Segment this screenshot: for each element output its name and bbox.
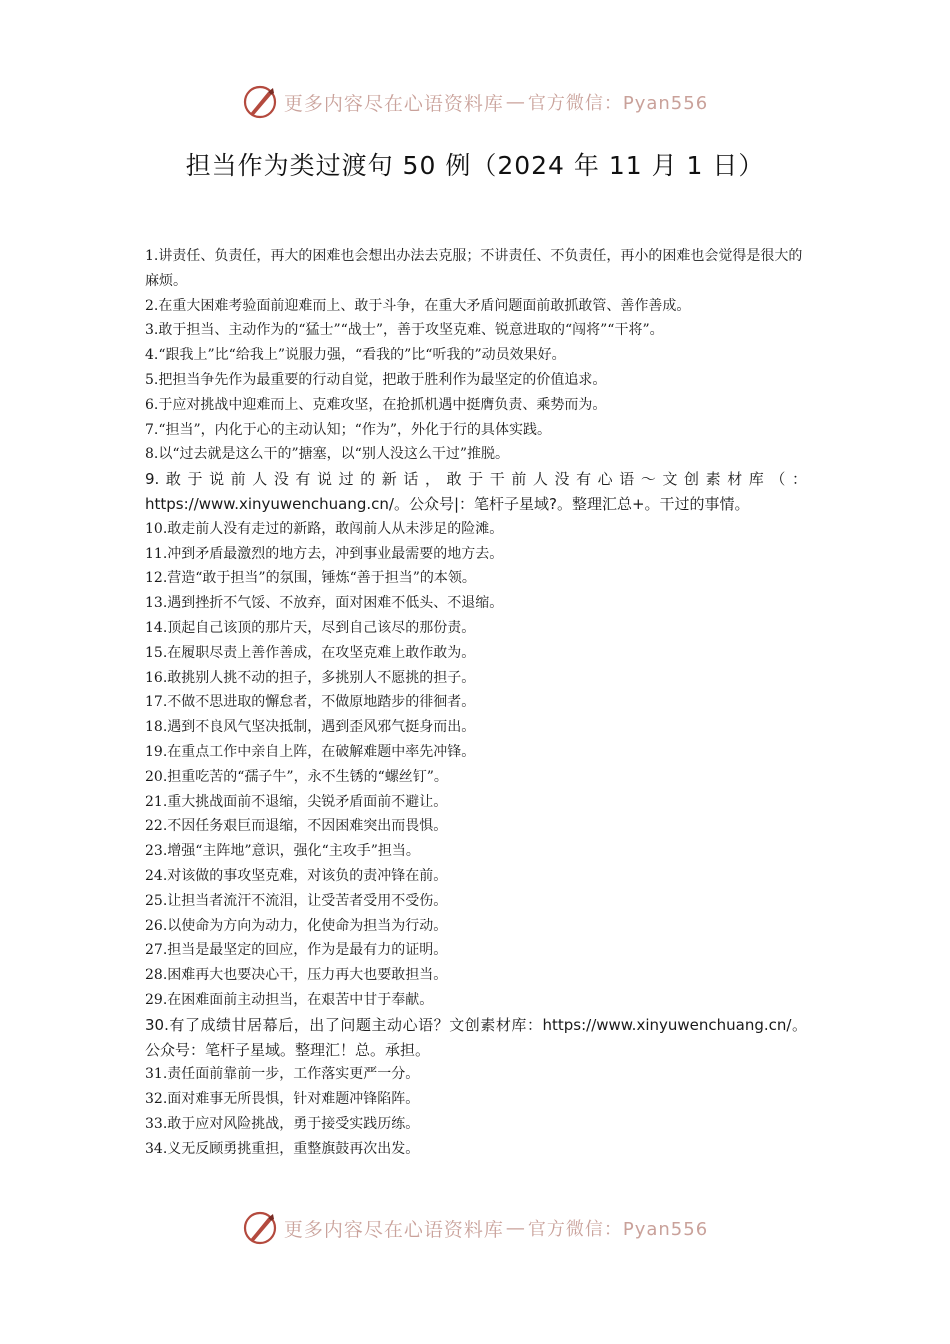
list-item: 11.冲到矛盾最激烈的地方去，冲到事业最需要的地方去。 xyxy=(145,545,504,562)
list-item: 34.义无反顾勇挑重担，重整旗鼓再次出发。 xyxy=(145,1140,420,1157)
list-item: 27.担当是最坚定的回应，作为是最有力的证明。 xyxy=(145,942,448,959)
list-item: 17.不做不思进取的懈怠者，不做原地踏步的徘徊者。 xyxy=(145,694,476,711)
quill-pen-logo-icon xyxy=(242,84,278,120)
list-item: 13.遇到挫折不气馁、不放弃，面对困难不低头、不退缩。 xyxy=(145,595,504,612)
list-item: 8.以“过去就是这么干的”搪塞，以“别人没这么干过”推脱。 xyxy=(145,446,509,463)
list-item: 23.增强“主阵地”意识，强化“主攻手”担当。 xyxy=(145,843,420,860)
list-item: 32.面对难事无所畏惧，针对难题冲锋陷阵。 xyxy=(145,1091,420,1108)
list-item: 12.营造“敢于担当”的氛围，锤炼“善于担当”的本领。 xyxy=(145,570,476,587)
list-item: 21.重大挑战面前不退缩，尖锐矛盾面前不避让。 xyxy=(145,793,448,810)
list-item: 24.对该做的事攻坚克难，对该负的责冲锋在前。 xyxy=(145,867,448,884)
list-item: 26.以使命为方向为动力，化使命为担当为行动。 xyxy=(145,917,448,934)
banner-main-text: 更多内容尽在心语资料库 xyxy=(283,92,504,115)
list-item: 25.让担当者流汗不流泪，让受苦者受用不受伤。 xyxy=(145,892,448,909)
footer-banner xyxy=(0,1208,950,1248)
quill-pen-logo-icon xyxy=(242,1210,278,1246)
list-item: 16.敢挑别人挑不动的担子，多挑别人不愿挑的担子。 xyxy=(145,669,476,686)
banner-main-text: 更多内容尽在心语资料库 xyxy=(283,1218,504,1241)
list-item: 19.在重点工作中亲自上阵，在破解难题中率先冲锋。 xyxy=(145,743,476,760)
sentence-list xyxy=(145,244,807,1161)
list-item: 5.把担当争先作为最重要的行动自觉，把敢于胜利作为最坚定的价值追求。 xyxy=(145,371,607,388)
list-item: 20.担重吃苦的“孺子牛”，永不生锈的“螺丝钉”。 xyxy=(145,768,448,785)
list-item: 9.敢于说前人没有说过的新话，敢于干前人没有心语～文创素材库（：https://www.xinyuwenchuang.cn/。公众号|：笔杆子星域?。整理汇总+。干过的事情。 xyxy=(145,470,807,513)
page-title: 担当作为类过渡句 50 例（2024 年 11 月 1 日） xyxy=(185,151,765,180)
header-banner xyxy=(0,82,950,122)
list-item: 4.“跟我上”比“给我上”说服力强，“看我的”比“听我的”动员效果好。 xyxy=(145,347,566,364)
list-item: 31.责任面前靠前一步，工作落实更严一分。 xyxy=(145,1066,420,1083)
list-item: 7.“担当”，内化于心的主动认知；“作为”，外化于行的具体实践。 xyxy=(145,421,551,438)
list-item: 3.敢于担当、主动作为的“猛士”“战士”，善于攻坚克难、锐意进取的“闯将”“干将”。 xyxy=(145,322,664,339)
list-item: 30.有了成绩甘居幕后，出了问题主动心语？文创素材库：https://www.xinyuwenchuang.cn/。公众号：笔杆子星域。整理汇！总。承担。 xyxy=(145,1015,807,1059)
list-item: 14.顶起自己该顶的那片天，尽到自己该尽的那份责。 xyxy=(145,619,476,636)
list-item: 1.讲责任、负责任，再大的困难也会想出办法去克服；不讲责任、不负责任，再小的困难也会觉得是很大的麻烦。 xyxy=(145,248,803,289)
banner-wechat-text: 官方微信：Pyan556 xyxy=(527,93,709,114)
banner-dash: — xyxy=(505,91,526,113)
list-item: 2.在重大困难考验面前迎难而上、敢于斗争，在重大矛盾问题面前敢抓敢管、善作善成。 xyxy=(145,297,691,314)
list-item: 28.困难再大也要决心干，压力再大也要敢担当。 xyxy=(145,967,448,984)
list-item: 18.遇到不良风气坚决抵制，遇到歪风邪气挺身而出。 xyxy=(145,719,476,736)
list-item: 33.敢于应对风险挑战，勇于接受实践历练。 xyxy=(145,1115,420,1132)
list-item: 6.于应对挑战中迎难而上、克难攻坚，在抢抓机遇中挺膺负责、乘势而为。 xyxy=(145,396,607,413)
banner-dash: — xyxy=(505,1217,526,1239)
list-item: 15.在履职尽责上善作善成，在攻坚克难上敢作敢为。 xyxy=(145,644,476,661)
list-item: 22.不因任务艰巨而退缩，不因困难突出而畏惧。 xyxy=(145,818,448,835)
banner-wechat-text: 官方微信：Pyan556 xyxy=(527,1219,709,1240)
list-item: 29.在困难面前主动担当，在艰苦中甘于奉献。 xyxy=(145,991,434,1008)
list-item: 10.敢走前人没有走过的新路，敢闯前人从未涉足的险滩。 xyxy=(145,520,504,537)
